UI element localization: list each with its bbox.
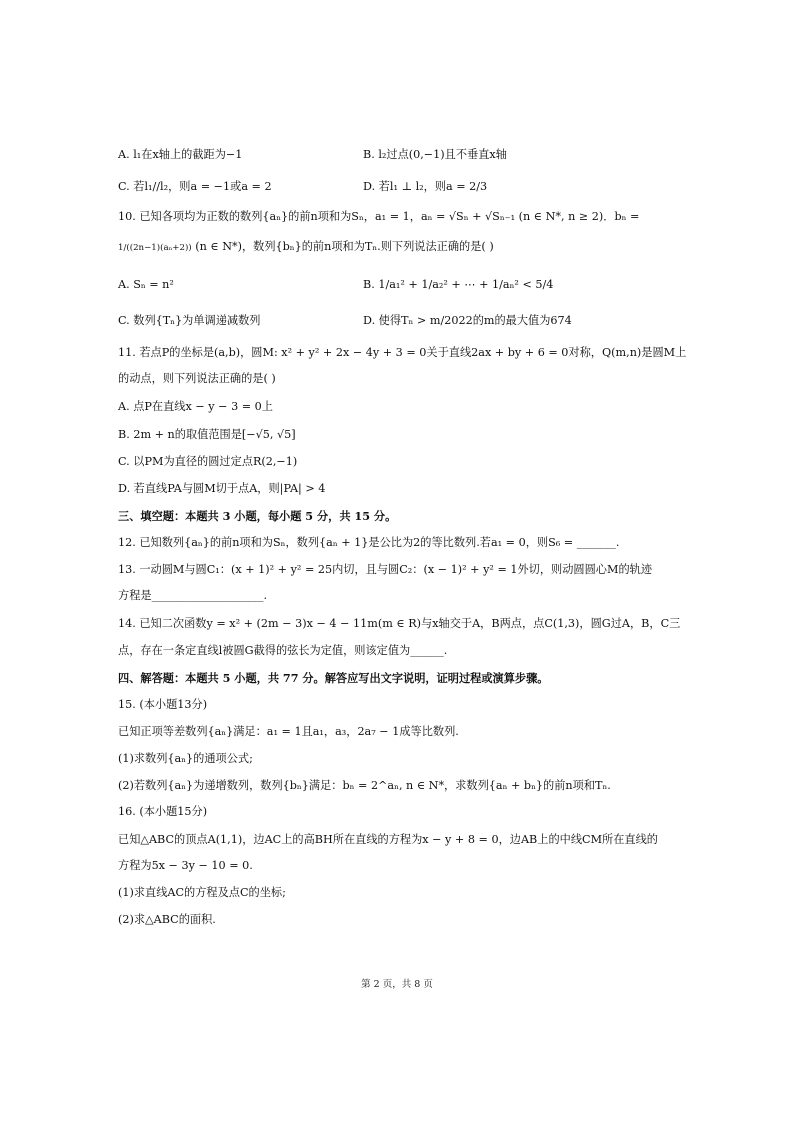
q16-part-2: (2)求△ABC的面积. — [118, 913, 216, 926]
section-3-heading: 三、填空题：本题共 3 小题，每小题 5 分，共 15 分。 — [118, 509, 397, 523]
q12-text: 12. 已知数列{aₙ}的前n项和为Sₙ，数列{aₙ + 1}是公比为2的等比数列.若a₁ = 0，则S₆ = _______. — [118, 536, 620, 549]
q11-stem-line2: 的动点，则下列说法正确的是( ) — [118, 372, 276, 385]
q15-stem: 已知正项等差数列{aₙ}满足：a₁ = 1且a₁，a₃，2a₇ − 1成等比数列. — [118, 725, 459, 738]
q10-option-b: B. 1/a₁² + 1/a₂² + ⋯ + 1/aₙ² < 5/4 — [363, 278, 554, 291]
section-4-heading: 四、解答题：本题共 5 小题，共 77 分。解答应写出文字说明，证明过程或演算步骤。 — [118, 671, 549, 685]
q16-stem-line2: 方程为5x − 3y − 10 = 0. — [118, 859, 253, 872]
q10-fraction: 1/((2n−1)(aₙ+2)) — [118, 243, 192, 253]
option-prev-d: D. 若l₁ ⊥ l₂，则a = 2/3 — [363, 180, 488, 193]
q10-stem-line1: 10. 已知各项均为正数的数列{aₙ}的前n项和为Sₙ，a₁ = 1，aₙ = √Sₙ + √Sₙ₋₁ (n ∈ N*, n ≥ 2)．bₙ = — [118, 210, 640, 223]
option-prev-a: A. l₁在x轴上的截距为−1 — [118, 148, 243, 161]
page-footer: 第 2 页，共 8 页 — [361, 979, 433, 990]
option-prev-b: B. l₂过点(0,−1)且不垂直x轴 — [363, 148, 507, 161]
q15-heading: 15. (本小题13分) — [118, 698, 208, 711]
q11-option-c: C. 以PM为直径的圆过定点R(2,−1) — [118, 455, 298, 468]
q15-part-2: (2)若数列{aₙ}为递增数列，数列{bₙ}满足：bₙ = 2^aₙ, n ∈ N*，求数列{aₙ + bₙ}的前n项和Tₙ. — [118, 779, 611, 792]
q11-option-d: D. 若直线PA与圆M切于点A，则|PA| > 4 — [118, 482, 326, 495]
q13-line2: 方程是____________________. — [118, 589, 267, 602]
q11-option-b: B. 2m + n的取值范围是[−√5, √5] — [118, 428, 296, 441]
option-prev-c: C. 若l₁//l₂，则a = −1或a = 2 — [118, 180, 272, 193]
q14-line2: 点，存在一条定直线l被圆G截得的弦长为定值，则该定值为______. — [118, 644, 448, 657]
q13-line1: 13. 一动圆M与圆C₁：(x + 1)² + y² = 25内切，且与圆C₂：(x − 1)² + y² = 1外切，则动圆圆心M的轨迹 — [118, 563, 653, 576]
q14-line1: 14. 已知二次函数y = x² + (2m − 3)x − 4 − 11m(m ∈ R)与x轴交于A，B两点，点C(1,3)，圆G过A，B，C三 — [118, 617, 681, 630]
q11-option-a: A. 点P在直线x − y − 3 = 0上 — [118, 400, 273, 413]
q10-option-d: D. 使得Tₙ > m/2022的m的最大值为674 — [363, 314, 572, 327]
q11-stem-line1: 11. 若点P的坐标是(a,b)，圆M: x² + y² + 2x − 4y + 3 = 0关于直线2ax + by + 6 = 0对称，Q(m,n)是圆M上 — [118, 346, 687, 359]
q16-heading: 16. (本小题15分) — [118, 805, 208, 818]
q10-stem-rest: (n ∈ N*)，数列{bₙ}的前n项和为Tₙ.则下列说法正确的是( ) — [191, 240, 494, 253]
q16-part-1: (1)求直线AC的方程及点C的坐标; — [118, 886, 286, 899]
q10-stem-line2 — [118, 238, 688, 257]
q10-option-c: C. 数列{Tₙ}为单调递减数列 — [118, 314, 261, 327]
q15-part-1: (1)求数列{aₙ}的通项公式; — [118, 752, 253, 765]
q10-option-a: A. Sₙ = n² — [118, 278, 174, 291]
q16-stem-line1: 已知△ABC的顶点A(1,1)，边AC上的高BH所在直线的方程为x − y + 8 = 0，边AB上的中线CM所在直线的 — [118, 833, 658, 846]
